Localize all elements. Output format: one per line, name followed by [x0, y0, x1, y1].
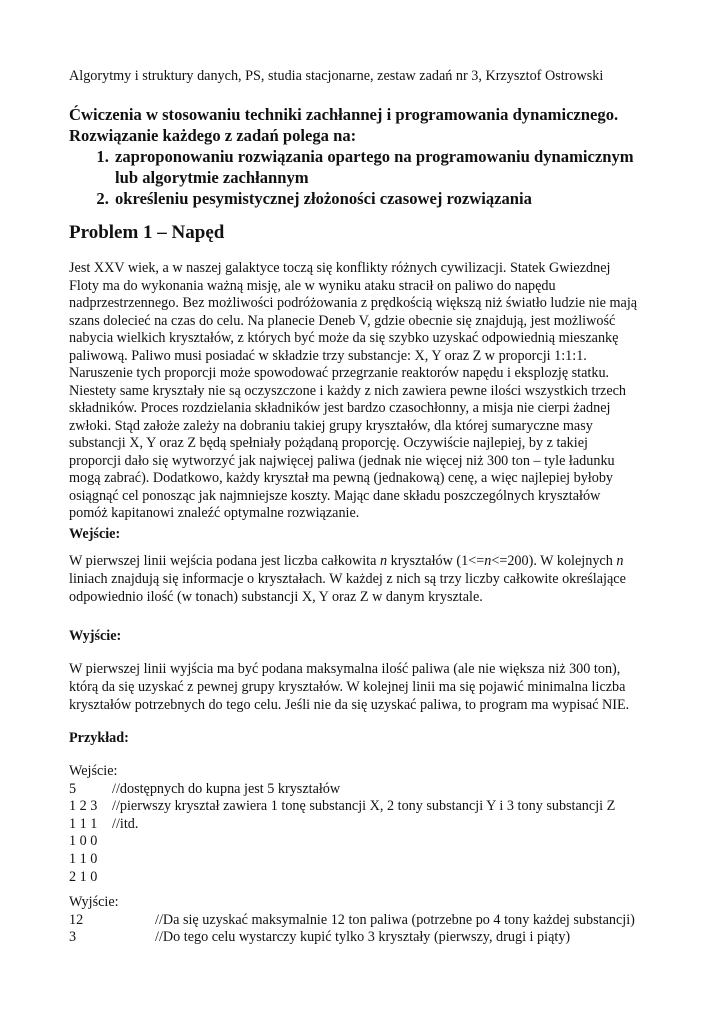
output-description: [69, 660, 689, 715]
task-item-2: [113, 188, 669, 209]
task-list: [69, 146, 669, 209]
example-input-row: 5 //dostępnych do kupna jest 5 kryształów: [69, 780, 341, 797]
task-item-1-line-2: lub algorytmie zachłannym: [115, 168, 309, 187]
example-input-row: 2 1 0: [69, 868, 98, 885]
problem-story: [69, 260, 689, 523]
story-line: pomóż kapitanowi znaleźć optymalne rozwiązanie.: [69, 505, 360, 521]
input-line-1: W pierwszej linii wejścia podana jest liczba całkowita n kryształów (1<=n<=200). W kolejnych n: [69, 553, 624, 569]
output-line: kryształów potrzebnych do tego celu. Jeśli nie da się uzyskać paliwa, to program ma wypisać NIE.: [69, 697, 630, 714]
output-line: którą da się uzyskać z pewnej grupy kryształów. W kolejnej linii ma się pojawić minimalna liczba: [69, 679, 626, 696]
input-description: [69, 552, 689, 607]
example-input-row: 1 1 1 //itd.: [69, 815, 139, 832]
input-line-3: odpowiednio ilość (w tonach) substancji X, Y oraz Z w danym krysztale.: [69, 589, 483, 606]
task-item-2-line-1: 2. określeniu pesymistycznej złożoności czasowej rozwiązania: [115, 189, 532, 208]
example-input-row: 1 2 3 //pierwszy kryształ zawiera 1 tonę substancji X, 2 tony substancji Y i 3 tony substancji Z: [69, 798, 616, 815]
output-line: W pierwszej linii wyjścia ma być podana maksymalna ilość paliwa (ale nie większa niż 300 ton),: [69, 661, 621, 677]
problem-title: Problem 1 – Napęd: [69, 222, 225, 243]
output-section-label: Wyjście:: [69, 628, 122, 644]
story-line: Niestety same kryształy nie są oczyszczone i każdy z nich zawiera pewne ilości wszystkich trzech: [69, 382, 627, 399]
story-line: Jest XXV wiek, a w naszej galaktyce toczą się konflikty różnych cywilizacji. Statek Gwiezdnej: [69, 260, 611, 276]
story-line: Floty ma do wykonania ważną misję, ale w wyniku ataku stracił on paliwo do napędu: [69, 277, 556, 294]
story-line: proporcji dało się wytworzyć jak najwięcej paliwa (jednak nie więcej niż 300 ton – tyle ładunku: [69, 452, 615, 469]
story-line: mogą zabrać). Dodatkowo, każdy kryształ ma pewną (jednakową) cenę, a więc najlepiej byłoby: [69, 470, 614, 486]
example-input-row: 1 0 0: [69, 833, 98, 850]
task-item-1-line-1: 1. zaproponowaniu rozwiązania opartego na programowaniu dynamicznym: [115, 147, 634, 166]
heading-line-1: Ćwiczenia w stosowaniu techniki zachłannej i programowania dynamicznego.: [69, 105, 619, 124]
example-section-label: Przykład:: [69, 730, 129, 746]
page-header: Algorytmy i struktury danych, PS, studia stacjonarne, zestaw zadań nr 3, Krzysztof Ostrowski: [69, 68, 604, 84]
example-output-label: Wyjście:: [69, 894, 119, 910]
example-input-row: 1 1 0: [69, 850, 98, 867]
example-output-row: 12 //Da się uzyskać maksymalnie 12 ton paliwa (potrzebne po 4 tony każdej substancji): [69, 911, 635, 928]
story-line: nadprzestrzennego. Bez możliwości podróżowania z prędkością większą niż światło ludzie nie mają: [69, 295, 638, 311]
example-output-row: 3 //Do tego celu wystarczy kupić tylko 3 kryształy (pierwszy, drugi i piąty): [69, 929, 571, 946]
example-output: [69, 894, 635, 947]
story-line: zwłoki. Stąd założe zależy na dobraniu takiej grupy kryształów, dla której sumaryczne masy: [69, 417, 593, 434]
story-line: nabycia wielkich kryształów, z których być może da się szybko uzyskać odpowiednią mieszankę: [69, 330, 619, 346]
exercise-heading: [69, 104, 669, 209]
story-line: składników. Proces rozdzielania składników jest bardzo czasochłonny, a misja nie cierpi żadnej: [69, 400, 611, 416]
story-line: Naruszenie tych proporcji może spowodować przegrzanie reaktorów napędu i eksplozję statku.: [69, 365, 610, 381]
story-line: osiągnąć cel ponosząc jak najmniejsze koszty. Mając dane składu poszczególnych kryształów: [69, 487, 601, 504]
input-section-label: Wejście:: [69, 526, 121, 542]
story-line: szans dolecieć na czas do celu. Na planecie Deneb V, gdzie obecnie się znajdują, jest możliwość: [69, 312, 616, 329]
example-input: [69, 763, 615, 886]
example-input-label: Wejście:: [69, 763, 118, 779]
story-line: substancji X, Y oraz Z będą spełniały pożądaną proporcję. Oczywiście najlepiej, by z takiej: [69, 435, 588, 451]
input-line-2: liniach znajdują się informacje o kryształach. W każdej z nich są trzy liczby całkowite określające: [69, 571, 626, 588]
task-item-1: [113, 146, 669, 188]
story-line: paliwową. Paliwo musi posiadać w składzie trzy substancje: X, Y oraz Z w proporcji 1:1:1.: [69, 347, 587, 364]
heading-line-2: Rozwiązanie każdego z zadań polega na:: [69, 126, 357, 145]
